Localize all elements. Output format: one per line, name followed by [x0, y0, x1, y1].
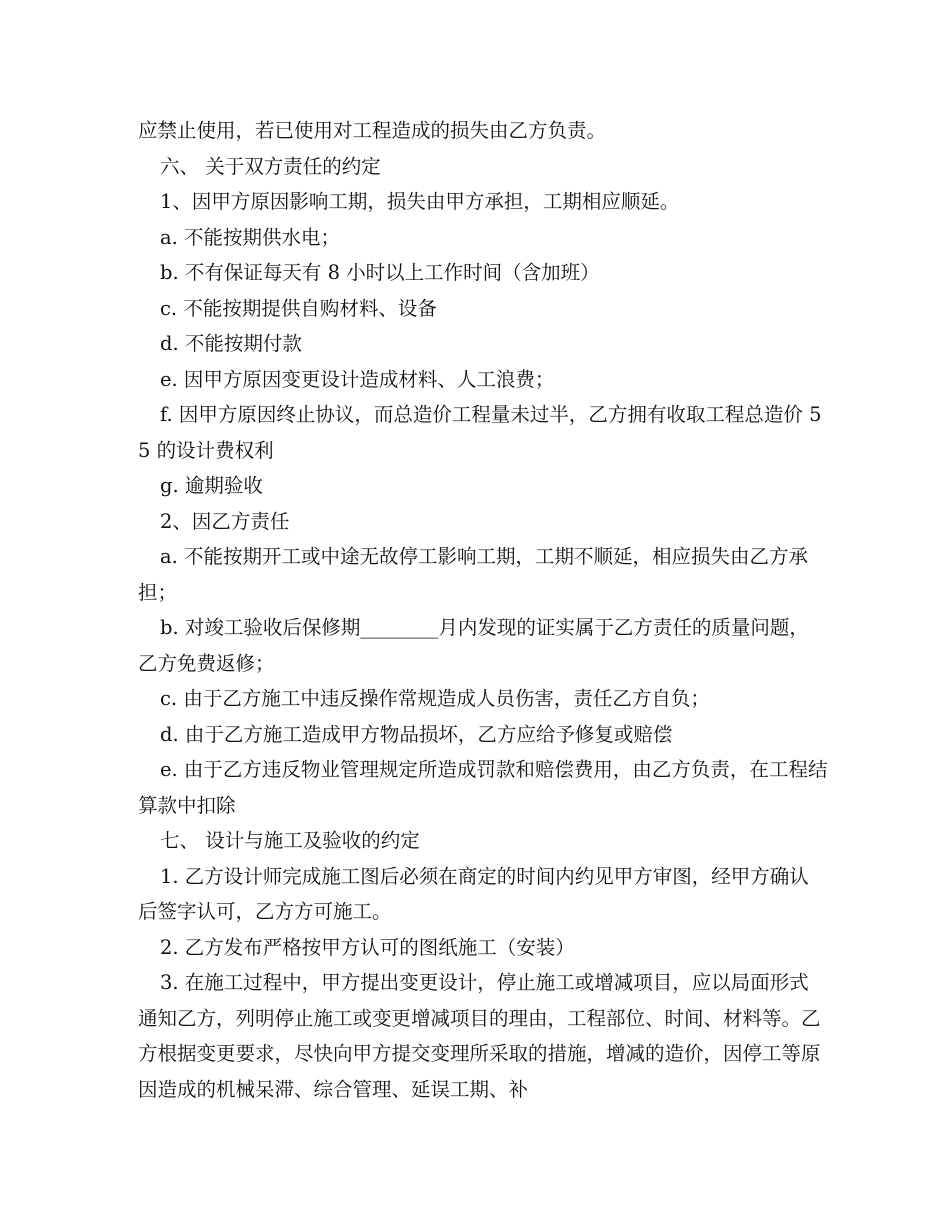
document-body: [138, 113, 828, 1107]
numbered-item-3: 3. 在施工过程中，甲方提出变更设计，停止施工或增减项目，应以局面形式通知乙方，列明停止施工或变更增减项目的理由，工程部位、时间、材料等。乙方根据变更要求，尽快向甲方提交变理所采取的措施，增减的造价，因停工等原因造成的机械呆滞、综合管理、延误工期、补: [138, 971, 821, 1101]
list-item-c: c. 不能按期提供自购材料、设备: [160, 296, 437, 320]
list-item-a-2: a. 不能按期开工或中途无故停工影响工期，工期不顺延，相应损失由乙方承担；: [138, 545, 809, 604]
section-heading-7: 七、 设计与施工及验收的约定: [160, 829, 420, 852]
list-item-c-2: c. 由于乙方施工中违反操作常规造成人员伤害，责任乙方自负；: [160, 687, 710, 710]
paragraph-10: 2、因乙方责任: [160, 509, 290, 533]
list-item-e: e. 因甲方原因变更设计造成材料、人工浪费；: [160, 367, 555, 391]
paragraph-2: 1、因甲方原因影响工期，损失由甲方承担，工期相应顺延。: [160, 190, 680, 213]
list-item-b: b. 不有保证每天有 8 小时以上工作时间（含加班）: [160, 261, 600, 284]
list-item-d: d. 不能按期付款: [160, 332, 302, 355]
list-item-e-2: e. 由于乙方违反物业管理规定所造成罚款和赔偿费用，由乙方负责，在工程结算款中扣除: [138, 758, 828, 817]
numbered-item-2: 2. 乙方发布严格按甲方认可的图纸施工（安装）: [160, 935, 575, 959]
list-item-d-2: d. 由于乙方施工造成甲方物品损坏，乙方应给予修复或赔偿: [160, 722, 673, 746]
list-item-a: a. 不能按期供水电；: [160, 225, 341, 249]
list-item-b-2: b. 对竣工验收后保修期________月内发现的证实属于乙方责任的质量问题，乙方免费返修；: [138, 616, 809, 675]
section-heading-6: 六、 关于双方责任的约定: [160, 154, 381, 178]
list-item-f: f. 因甲方原因终止协议，而总造价工程量未过半，乙方拥有收取工程总造价 55 的设计费权利: [138, 403, 822, 462]
numbered-item-1: 1. 乙方设计师完成施工图后必须在商定的时间内约见甲方审图，经甲方确认后签字认可，乙方方可施工。: [138, 864, 809, 923]
paragraph-0: 应禁止使用，若已使用对工程造成的损失由乙方负责。: [138, 119, 607, 142]
list-item-g: g. 逾期验收: [160, 474, 263, 497]
